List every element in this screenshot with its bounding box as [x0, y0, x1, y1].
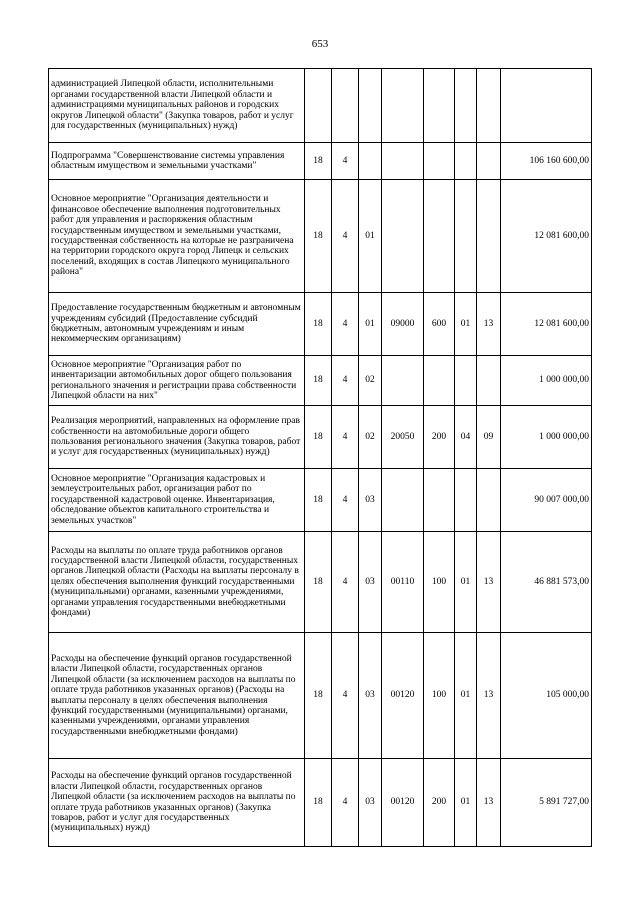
cell-code — [332, 69, 359, 143]
cell-code — [424, 143, 455, 180]
cell-code — [424, 356, 455, 406]
cell-code — [455, 69, 477, 143]
cell-code: 4 — [332, 143, 359, 180]
row-description: Подпрограмма "Совершенствование системы управления областным имуществом и земельными участками" — [49, 143, 305, 180]
cell-amount: 5 891 727,00 — [501, 759, 592, 847]
cell-code: 4 — [332, 180, 359, 293]
row-description: администрацией Липецкой области, исполнительными органами государственной власти Липецкой области и администрациями муниципальных районов и городских округов Липецкой области" (Закупка товаров, работ и услуг для государственных (муниципальных) нужд) — [49, 69, 305, 143]
cell-code: 00120 — [382, 633, 424, 759]
row-description: Расходы на обеспечение функций органов государственной власти Липецкой области, государственных органов Липецкой области (за исключением расходов на выплаты по оплате труда работников указанных органов) (Закупка товаров, работ и услуг для государственных (муниципальных) нужд) — [49, 759, 305, 847]
cell-code: 4 — [332, 633, 359, 759]
cell-code — [477, 69, 501, 143]
row-description: Реализация мероприятий, направленных на оформление прав собственности на автомобильные дороги общего пользования регионального значения (Закупка товаров, работ и услуг для государственных (муниципальных) нужд) — [49, 406, 305, 469]
cell-code: 18 — [305, 293, 332, 356]
table-row — [49, 293, 592, 356]
page-number: 653 — [311, 38, 329, 50]
row-description: Расходы на обеспечение функций органов государственной власти Липецкой области, государственных органов Липецкой области (за исключением расходов на выплаты по оплате труда работников указанных органов) (Расходы на выплаты персоналу в целях обеспечения выполнения функций государственными (муниципальными) органами, казенными учреждениями, органами управления государственными внебюджетными фондами) — [49, 633, 305, 759]
table-row — [49, 633, 592, 759]
cell-code: 18 — [305, 356, 332, 406]
table-row — [49, 532, 592, 633]
cell-code — [424, 180, 455, 293]
cell-code: 600 — [424, 293, 455, 356]
cell-code: 03 — [359, 759, 382, 847]
table-row — [49, 356, 592, 406]
cell-code: 02 — [359, 406, 382, 469]
cell-amount: 90 007 000,00 — [501, 469, 592, 532]
row-description: Основное мероприятие "Организация кадастровых и землеустроительных работ, организация работ по государственной кадастровой оценке. Инвентаризация, обследование объектов капитального строительства и земельных участков" — [49, 469, 305, 532]
cell-code — [455, 469, 477, 532]
cell-code: 01 — [455, 633, 477, 759]
cell-code — [455, 143, 477, 180]
table-row — [49, 469, 592, 532]
cell-code: 18 — [305, 180, 332, 293]
cell-code: 04 — [455, 406, 477, 469]
cell-code — [382, 143, 424, 180]
cell-code: 01 — [359, 180, 382, 293]
cell-code: 03 — [359, 469, 382, 532]
cell-code: 100 — [424, 633, 455, 759]
cell-amount: 1 000 000,00 — [501, 406, 592, 469]
cell-code: 13 — [477, 633, 501, 759]
row-description: Предоставление государственным бюджетным и автономным учреждениям субсидий (Предоставление субсидий бюджетным, автономным учреждениям и иным некоммерческим организациям) — [49, 293, 305, 356]
cell-code: 01 — [455, 532, 477, 633]
row-description: Расходы на выплаты по оплате труда работников органов государственной власти Липецкой области, государственных органов Липецкой области (Расходы на выплаты персоналу в целях обеспечения выполнения функций государственными (муниципальными) органами, казенными учреждениями, органами управления государственными внебюджетными фондами) — [49, 532, 305, 633]
cell-amount — [501, 69, 592, 143]
cell-code — [424, 469, 455, 532]
cell-code: 00120 — [382, 759, 424, 847]
cell-code: 02 — [359, 356, 382, 406]
cell-code — [382, 180, 424, 293]
cell-code — [455, 180, 477, 293]
cell-code: 200 — [424, 406, 455, 469]
cell-code: 4 — [332, 406, 359, 469]
cell-code — [477, 469, 501, 532]
cell-code — [382, 469, 424, 532]
cell-code: 4 — [332, 759, 359, 847]
cell-code: 18 — [305, 469, 332, 532]
cell-code: 09000 — [382, 293, 424, 356]
cell-code — [424, 69, 455, 143]
cell-code: 4 — [332, 532, 359, 633]
cell-code — [477, 180, 501, 293]
cell-code — [359, 143, 382, 180]
table-row — [49, 406, 592, 469]
cell-code: 13 — [477, 532, 501, 633]
cell-code: 01 — [455, 759, 477, 847]
row-description: Основное мероприятие "Организация работ по инвентаризации автомобильных дорог общего пользования регионального значения и регистрации права собственности Липецкой области на них" — [49, 356, 305, 406]
cell-code: 01 — [455, 293, 477, 356]
budget-table — [48, 68, 592, 847]
cell-code: 200 — [424, 759, 455, 847]
cell-code: 20050 — [382, 406, 424, 469]
cell-code: 13 — [477, 759, 501, 847]
cell-code: 09 — [477, 406, 501, 469]
cell-code: 18 — [305, 143, 332, 180]
table-row — [49, 143, 592, 180]
cell-code: 00110 — [382, 532, 424, 633]
cell-code: 03 — [359, 633, 382, 759]
cell-code: 4 — [332, 293, 359, 356]
table-body — [49, 69, 592, 847]
cell-code — [305, 69, 332, 143]
cell-code: 18 — [305, 759, 332, 847]
table-row — [49, 180, 592, 293]
cell-code: 18 — [305, 532, 332, 633]
cell-code: 100 — [424, 532, 455, 633]
cell-code — [477, 143, 501, 180]
cell-amount: 12 081 600,00 — [501, 293, 592, 356]
cell-code — [382, 356, 424, 406]
table-row — [49, 759, 592, 847]
cell-amount: 106 160 600,00 — [501, 143, 592, 180]
cell-code: 13 — [477, 293, 501, 356]
table-row — [49, 69, 592, 143]
cell-amount: 1 000 000,00 — [501, 356, 592, 406]
cell-code: 4 — [332, 469, 359, 532]
cell-code — [359, 69, 382, 143]
row-description: Основное мероприятие "Организация деятельности и финансовое обеспечение выполнения подготовительных работ для управления и распоряжения областным государственным имуществом и земельными участками, государственная собственность на которые не разграничена на территории городского округа город Липецк и сельских поселений, входящих в состав Липецкого муниципального района" — [49, 180, 305, 293]
cell-code: 4 — [332, 356, 359, 406]
cell-code — [382, 69, 424, 143]
cell-code — [455, 356, 477, 406]
cell-code: 18 — [305, 633, 332, 759]
cell-amount: 105 000,00 — [501, 633, 592, 759]
cell-amount: 12 081 600,00 — [501, 180, 592, 293]
cell-code — [477, 356, 501, 406]
cell-code: 01 — [359, 293, 382, 356]
cell-code: 18 — [305, 406, 332, 469]
cell-amount: 46 881 573,00 — [501, 532, 592, 633]
cell-code: 03 — [359, 532, 382, 633]
